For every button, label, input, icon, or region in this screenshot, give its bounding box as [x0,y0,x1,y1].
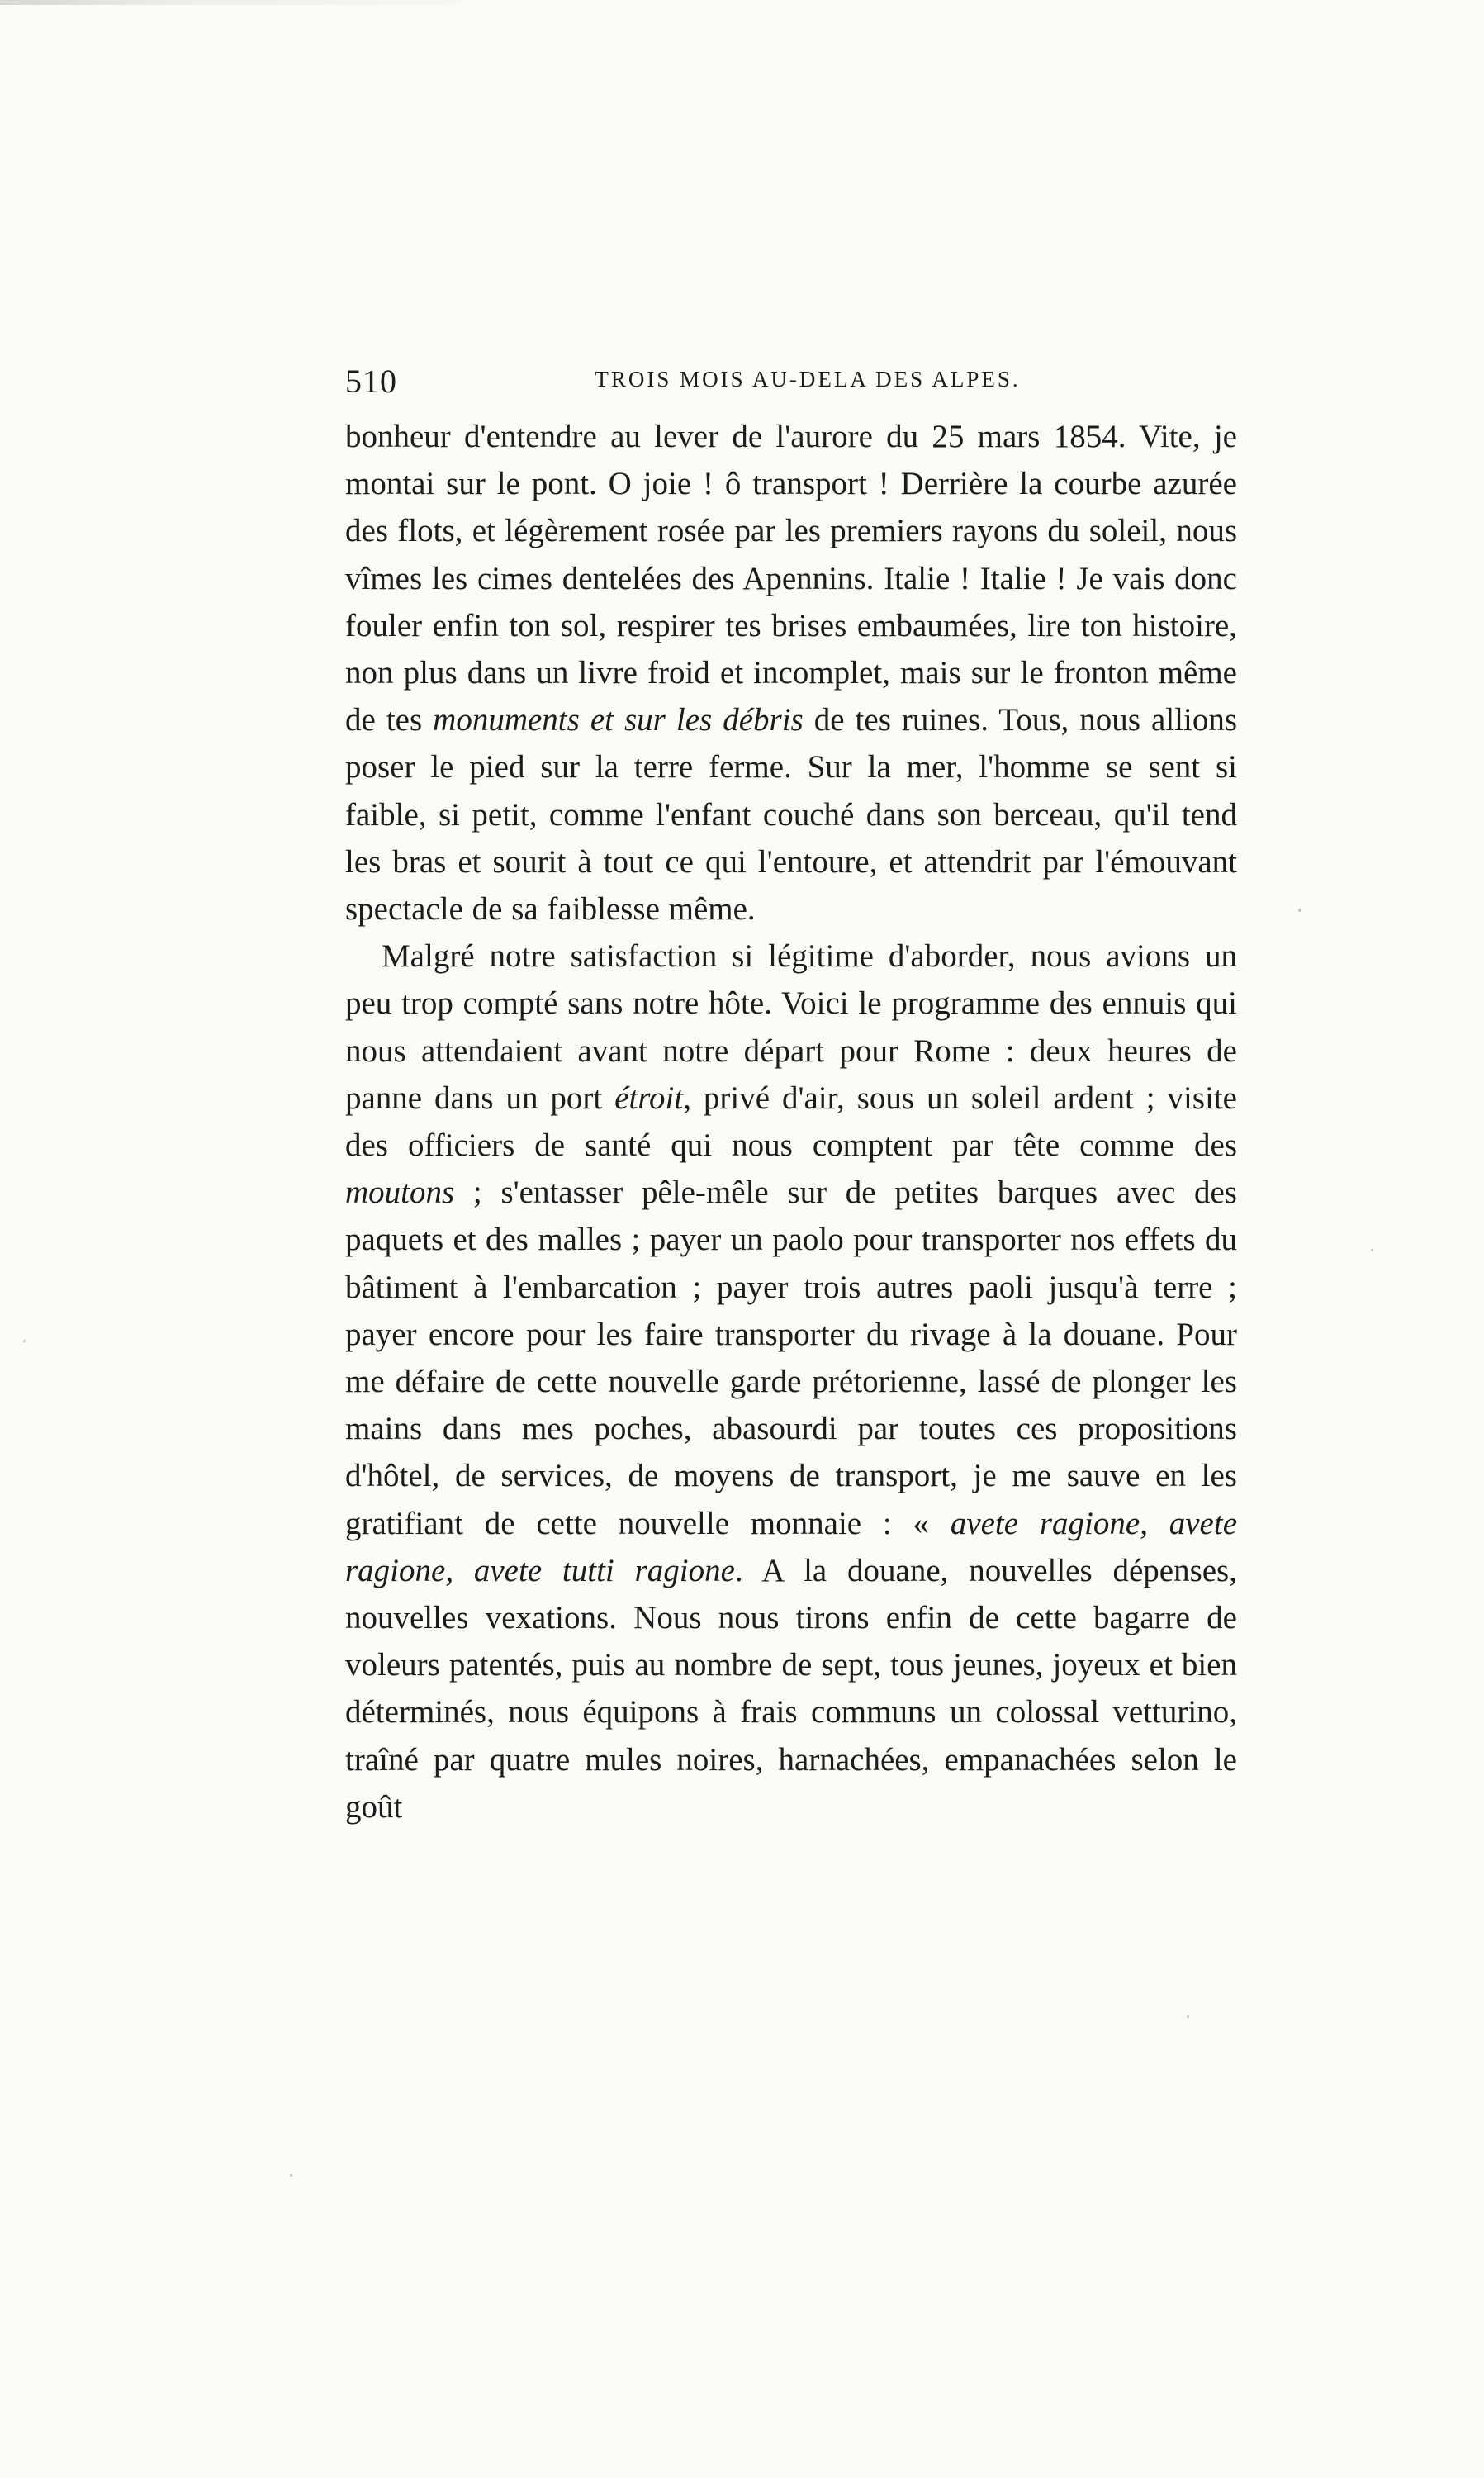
scan-speck [1298,909,1301,912]
text-run: , privé d'air, sous un soleil ardent ; visite des officiers de santé qui nous comptent par tête comme des [345,1080,1237,1164]
text-run: Malgré notre satisfaction si légitime d'aborder, nous avions un peu trop compté sans notre hôte. Voici le programme des ennuis qui nous attendaient avant notre départ pour Rome : deux heures de panne dans un port [345,938,1237,1116]
italic-text-run: moutons [345,1175,455,1211]
running-head [345,347,1237,406]
paragraph-1 [345,413,1237,933]
italic-text-run: avete ragione, avete ragione, avete tutti ragione [345,1505,1237,1588]
text-run: ; s'entasser pêle-mêle sur de petites barques avec des paquets et des malles ; payer un paolo pour transporter nos effets du bâtiment à l'embarcation ; payer trois autres paoli jusqu'à terre ; payer encore pour les faire transporter du rivage à la douane. Pour me défaire de cette nouvelle garde prétorienne, lassé de plonger les mains dans mes poches, abasourdi par toutes ces propositions d'hôtel, de services, de moyens de transport, je me sauve en les gratifiant de cette nouvelle monnaie : « [345,1175,1237,1541]
text-run: de tes ruines. Tous, nous allions poser le pied sur la terre ferme. Sur la mer, l'homme se sent si faible, si petit, comme l'enfant couché dans son berceau, qu'il tend les bras et sourit à tout ce qui l'entoure, et attendrit par l'émouvant spectacle de sa faiblesse même. [345,702,1237,928]
scan-speck [23,1340,26,1342]
italic-text-run: étroit [614,1080,684,1116]
scan-speck [290,2174,292,2177]
scan-speck [1371,1249,1373,1251]
body-text [345,413,1237,1830]
running-title: TROIS MOIS AU-DELA DES ALPES. [595,367,1021,392]
page-number: 510 [345,363,397,400]
text-run: bonheur d'entendre au lever de l'aurore du 25 mars 1854. Vite, je montai sur le pont. O joie ! ô transport ! Derrière la courbe azurée des flots, et légèrement rosée par les premiers rayons du soleil, nous vîmes les cimes dentelées des Apennins. Italie ! Italie ! Je vais donc fouler enfin ton sol, respirer tes brises embaumées, lire ton histoire, non plus dans un livre froid et incomplet, mais sur le fronton même de tes [345,419,1237,738]
scan-speck [1187,2015,1189,2018]
paragraph-2 [345,933,1237,1830]
text-run: . A la douane, nouvelles dépenses, nouvelles vexations. Nous nous tirons enfin de cette bagarre de voleurs patentés, puis au nombre de sept, tous jeunes, joyeux et bien déterminés, nous équipons à frais communs un colossal vetturino, traîné par quatre mules noires, harnachées, empanachées selon le goût [345,1552,1237,1825]
book-page [345,347,1237,1830]
scan-edge-noise [0,0,462,5]
italic-text-run: monuments et sur les débris [433,702,804,738]
